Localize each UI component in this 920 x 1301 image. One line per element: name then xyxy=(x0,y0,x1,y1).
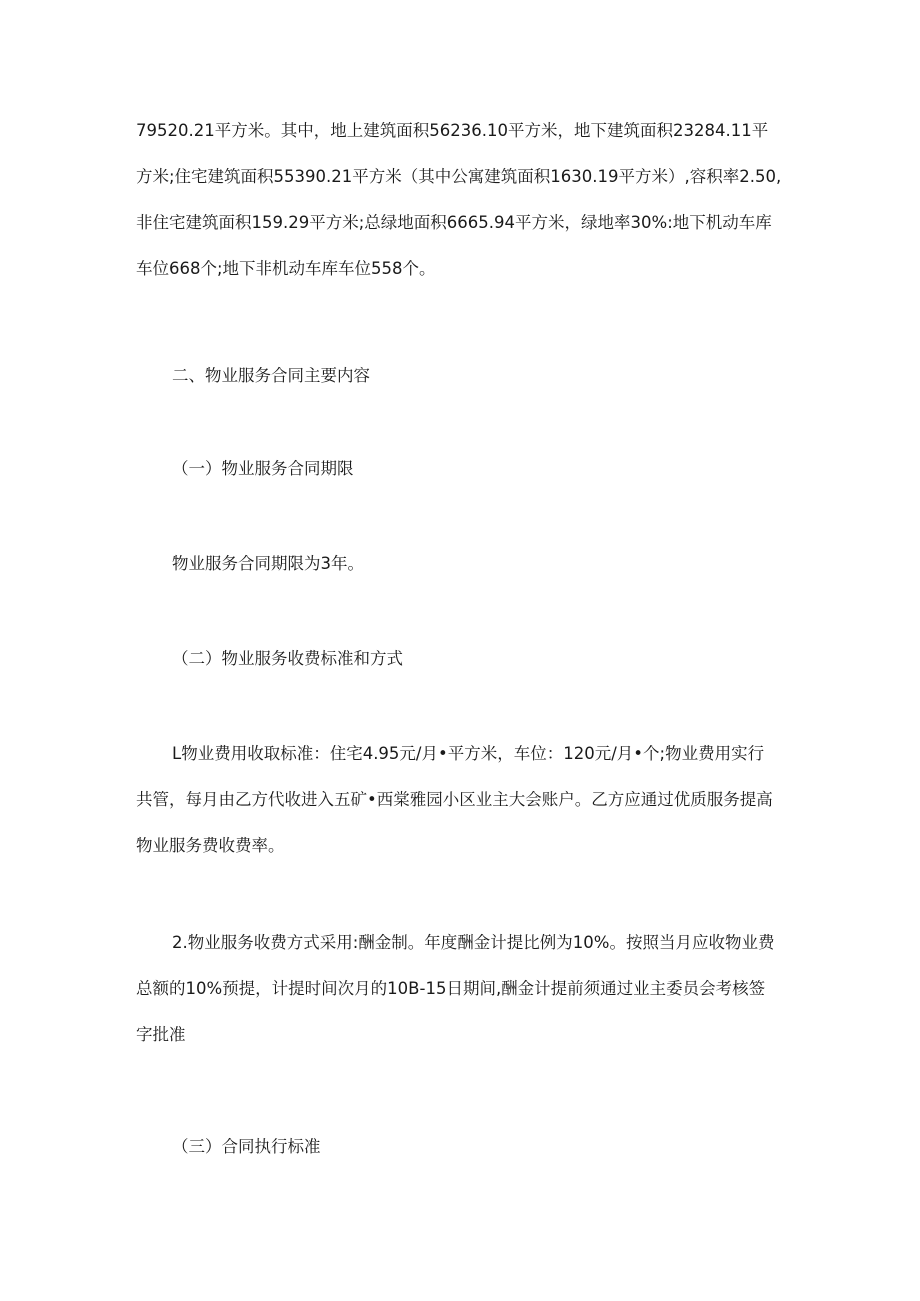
text-line: L物业费用收取标准：住宅4.95元/月•平方米，车位：120元/月•个;物业费用实行 xyxy=(172,744,765,763)
text-line: 非住宅建筑面积159.29平方米;总绿地面积6665.94平方米，绿地率30%:地下机动车库 xyxy=(136,213,772,232)
text-line: 字批准 xyxy=(136,1025,186,1044)
heading-text: （三）合同执行标准 xyxy=(172,1137,321,1156)
text-line: 79520.21平方米。其中，地上建筑面积56236.10平方米，地下建筑面积23284.11平 xyxy=(136,121,769,140)
paragraph-fee-method xyxy=(136,920,786,1058)
paragraph-fee-standard xyxy=(136,731,786,869)
subsection-heading-execution-standard xyxy=(172,1124,822,1170)
text-line: 物业服务费收费率。 xyxy=(136,836,285,855)
text-line: 总额的10%预提，计提时间次月的10B-15日期间,酬金计提前须通过业主委员会考核签 xyxy=(136,979,766,998)
text-line: 2.物业服务收费方式采用:酬金制。年度酬金计提比例为10%。按照当月应收物业费 xyxy=(172,933,775,952)
paragraph-building-area xyxy=(136,108,786,292)
section-heading-contract-content xyxy=(172,353,822,399)
subsection-heading-contract-term xyxy=(172,446,822,492)
heading-text: （二）物业服务收费标准和方式 xyxy=(172,649,403,668)
heading-text: （一）物业服务合同期限 xyxy=(172,459,354,478)
paragraph-contract-term xyxy=(172,541,822,587)
text-line: 车位668个;地下非机动车库车位558个。 xyxy=(136,259,436,278)
text-line: 物业服务合同期限为3年。 xyxy=(172,554,364,573)
text-line: 共管，每月由乙方代收进入五矿•西棠雅园小区业主大会账户。乙方应通过优质服务提高 xyxy=(136,790,773,809)
heading-text: 二、物业服务合同主要内容 xyxy=(172,366,370,385)
subsection-heading-fees xyxy=(172,636,822,682)
text-line: 方米;住宅建筑面积55390.21平方米（其中公寓建筑面积1630.19平方米）,容积率2.50, xyxy=(136,167,782,186)
